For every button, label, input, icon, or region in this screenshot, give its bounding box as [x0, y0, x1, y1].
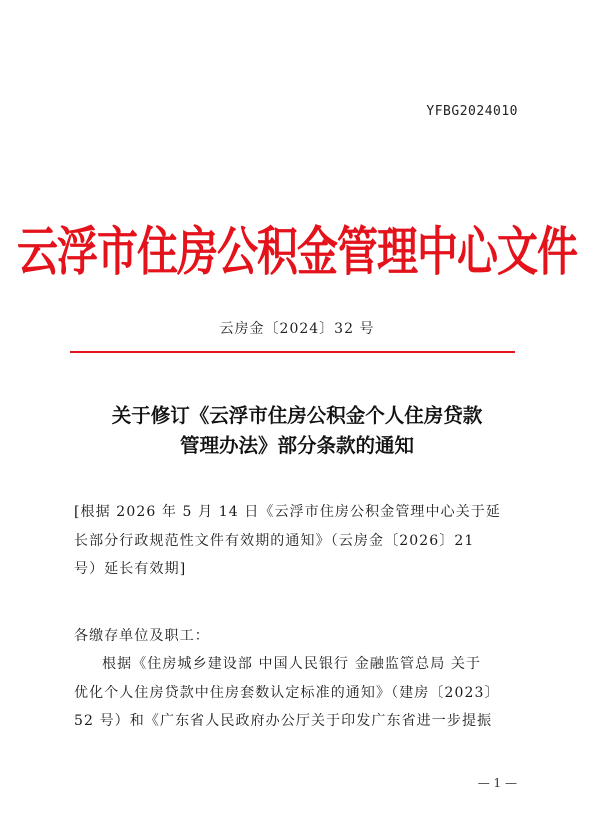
notice-title [0, 401, 594, 461]
validity-preamble [74, 498, 519, 584]
notice-title-line-1: 关于修订《云浮市住房公积金个人住房贷款 [111, 404, 483, 427]
body-line-2: 优化个人住房贷款中住房套数认定标准的通知》（建房〔2023〕 [74, 684, 500, 701]
preamble-line-3: 号）延长有效期] [74, 561, 187, 577]
body-line-3: 52 号）和《广东省人民政府办公厅关于印发广东省进一步提振 [74, 713, 493, 729]
preamble-line-1: [根据 2026 年 5 月 14 日《云浮市住房公积金管理中心关于延 [74, 504, 502, 520]
preamble-line-2: 长部分行政规范性文件有效期的通知》（云房金〔2026〕21 [74, 532, 475, 549]
body-paragraph [74, 650, 519, 736]
body-line-1: 根据《住房城乡建设部 中国人民银行 金融监管总局 关于 [102, 656, 482, 672]
page-number: — 1 — [477, 776, 517, 790]
masthead-title: 云浮市住房公积金管理中心文件 [17, 220, 577, 283]
document-code: YFBG2024010 [426, 104, 518, 119]
document-number: 云房金〔2024〕32 号 [219, 321, 375, 337]
red-divider-line [70, 351, 515, 353]
notice-title-line-2: 管理办法》部分条款的通知 [179, 434, 414, 457]
salutation: 各缴存单位及职工： [74, 628, 210, 644]
